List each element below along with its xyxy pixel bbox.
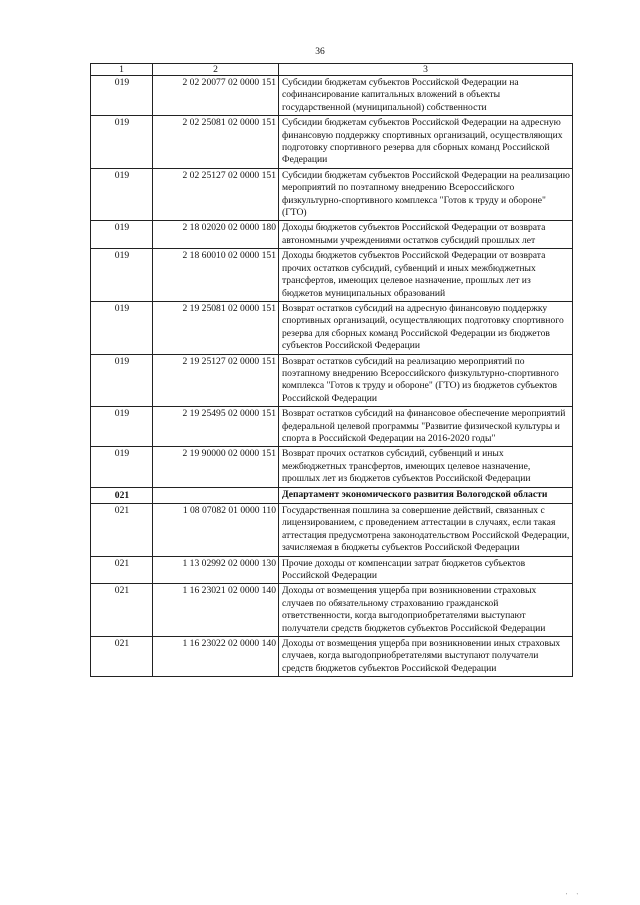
table-row — [91, 584, 573, 637]
description-cell: Возврат остатков субсидий на финансовое обеспечение мероприятий федеральной целевой программы "Развитие физической культуры и спорта в Российской Федерации на 2016-2020 годы" — [279, 407, 573, 447]
admin-code-cell: 021 — [91, 556, 153, 584]
budget-code-cell: 2 02 20077 02 0000 151 — [153, 76, 279, 116]
department-row — [91, 487, 573, 503]
description-cell: Департамент экономического развития Вологодской области — [279, 487, 573, 503]
column-header-2: 2 — [153, 64, 279, 76]
table-row — [91, 249, 573, 302]
admin-code-cell: 019 — [91, 249, 153, 302]
admin-code-cell: 019 — [91, 116, 153, 169]
budget-code-cell: 2 18 02020 02 0000 180 — [153, 221, 279, 249]
budget-code-cell — [153, 487, 279, 503]
admin-code-cell: 019 — [91, 447, 153, 487]
admin-code-cell: 021 — [91, 637, 153, 677]
admin-code-cell: 019 — [91, 407, 153, 447]
table-row — [91, 447, 573, 487]
admin-code-cell: 021 — [91, 584, 153, 637]
budget-code-cell: 1 13 02992 02 0000 130 — [153, 556, 279, 584]
budget-code-cell: 2 19 25495 02 0000 151 — [153, 407, 279, 447]
table-row — [91, 556, 573, 584]
description-cell: Доходы от возмещения ущерба при возникновении страховых случаев по обязательному страхованию гражданской ответственности, когда выгодоприобретателями выступают получатели средств бюджетов субъектов Российской Федерации — [279, 584, 573, 637]
budget-code-cell: 1 16 23022 02 0000 140 — [153, 637, 279, 677]
table-row — [91, 504, 573, 557]
corner-scan-mark: ' ' — [566, 893, 582, 899]
budget-code-cell: 2 18 60010 02 0000 151 — [153, 249, 279, 302]
budget-code-cell: 2 19 25127 02 0000 151 — [153, 354, 279, 407]
budget-code-cell: 2 19 90000 02 0000 151 — [153, 447, 279, 487]
description-cell: Доходы бюджетов субъектов Российской Федерации от возврата автономными учреждениями остатков субсидий прошлых лет — [279, 221, 573, 249]
description-cell: Доходы бюджетов субъектов Российской Федерации от возврата прочих остатков субсидий, субвенций и иных межбюджетных трансфертов, имеющих целевое назначение, прошлых лет из бюджетов муниципальных образований — [279, 249, 573, 302]
table-row — [91, 116, 573, 169]
description-cell: Возврат остатков субсидий на реализацию мероприятий по поэтапному внедрению Всероссийского физкультурно-спортивного комплекса "Готов к труду и обороне" (ГТО) из бюджетов субъектов Российской Федерации — [279, 354, 573, 407]
table-row — [91, 354, 573, 407]
budget-code-cell: 2 02 25127 02 0000 151 — [153, 168, 279, 221]
description-cell: Субсидии бюджетам субъектов Российской Федерации на реализацию мероприятий по поэтапному внедрению Всероссийского физкультурно-спортивного комплекса "Готов к труду и обороне" (ГТО) — [279, 168, 573, 221]
description-cell: Прочие доходы от компенсации затрат бюджетов субъектов Российской Федерации — [279, 556, 573, 584]
table-row — [91, 221, 573, 249]
description-cell: Государственная пошлина за совершение действий, связанных с лицензированием, с проведением аттестации в случаях, если такая аттестация предусмотрена законодательством Российской Федерации, зачисляемая в бюджеты субъектов Российской Федерации — [279, 504, 573, 557]
budget-code-cell: 1 16 23021 02 0000 140 — [153, 584, 279, 637]
table-body — [91, 76, 573, 677]
budget-code-cell: 2 02 25081 02 0000 151 — [153, 116, 279, 169]
budget-code-cell: 2 19 25081 02 0000 151 — [153, 301, 279, 354]
description-cell: Возврат прочих остатков субсидий, субвенций и иных межбюджетных трансфертов, имеющих целевое назначение, прошлых лет из бюджетов субъектов Российской Федерации — [279, 447, 573, 487]
column-header-3: 3 — [279, 64, 573, 76]
admin-code-cell: 019 — [91, 221, 153, 249]
table-row — [91, 301, 573, 354]
description-cell: Возврат остатков субсидий на адресную финансовую поддержку спортивных организаций, осуществляющих подготовку спортивного резерва для сборных команд Российской Федерации из бюджетов субъектов Российской Федерации — [279, 301, 573, 354]
column-header-1: 1 — [91, 64, 153, 76]
admin-code-cell: 021 — [91, 504, 153, 557]
admin-code-cell: 021 — [91, 487, 153, 503]
description-cell: Субсидии бюджетам субъектов Российской Федерации на софинансирование капитальных вложений в объекты государственной (муниципальной) собственности — [279, 76, 573, 116]
table-row — [91, 76, 573, 116]
income-codes-table — [90, 63, 573, 677]
table-row — [91, 637, 573, 677]
table-row — [91, 168, 573, 221]
admin-code-cell: 019 — [91, 301, 153, 354]
column-number-row — [91, 64, 573, 76]
admin-code-cell: 019 — [91, 76, 153, 116]
table-row — [91, 407, 573, 447]
description-cell: Субсидии бюджетам субъектов Российской Федерации на адресную финансовую поддержку спортивных организаций, осуществляющих подготовку спортивного резерва для сборных команд Российской Федерации — [279, 116, 573, 169]
admin-code-cell: 019 — [91, 168, 153, 221]
admin-code-cell: 019 — [91, 354, 153, 407]
budget-code-cell: 1 08 07082 01 0000 110 — [153, 504, 279, 557]
description-cell: Доходы от возмещения ущерба при возникновении иных страховых случаев, когда выгодоприобретателями выступают получатели средств бюджетов субъектов Российской Федерации — [279, 637, 573, 677]
page-number: 36 — [315, 47, 325, 57]
